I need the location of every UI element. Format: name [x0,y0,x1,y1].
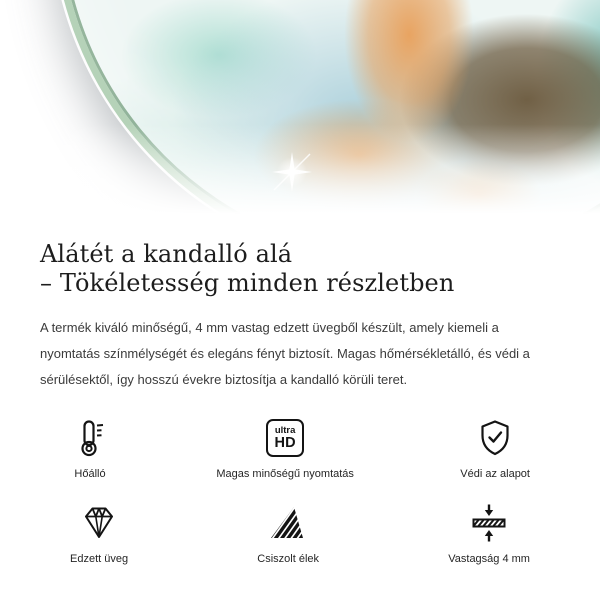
feature-label: Vastagság 4 mm [448,553,530,565]
feature-ultra-hd-print [216,417,354,480]
ultra-hd-icon [266,417,304,459]
feature-row-1 [0,417,600,480]
thickness-icon [469,502,509,544]
page-title-line2: – Tökéletesség minden részletben [40,269,455,297]
feature-row-2 [0,502,600,565]
page-title [40,240,560,298]
feature-tempered-glass [70,502,128,565]
page-title-line1: Alátét a kandalló alá [40,240,293,268]
feature-polished-edges [257,502,319,565]
sparkle-highlight [270,150,314,194]
feature-protects-base [460,417,530,480]
feature-label: Magas minőségű nyomtatás [216,468,354,480]
feature-grid [0,417,600,565]
feature-heat-resistant [70,417,110,480]
shield-check-icon [475,417,515,459]
product-image [0,0,600,230]
thermometer-icon [70,417,110,459]
glass-disc-image [52,0,600,230]
diamond-icon [79,502,119,544]
feature-thickness [448,502,530,565]
feature-label: Hőálló [74,468,106,480]
product-description: A termék kiváló minőségű, 4 mm vastag edzett üvegből készült, amely kiemeli a nyomtatás színmélységét és elegáns fényt biztosít. Magas hőmérsékletálló, és védi a sérülésektől, így hosszú évekre biztosítja a kandalló körüli teret. [40,320,530,387]
polished-edge-icon [268,502,308,544]
ultra-hd-label-bottom: HD [274,434,296,451]
feature-label: Csiszolt élek [257,553,320,565]
ultra-hd-label-top: ultra [274,424,296,436]
feature-label: Edzett üveg [70,553,129,565]
feature-label: Védi az alapot [460,468,530,480]
